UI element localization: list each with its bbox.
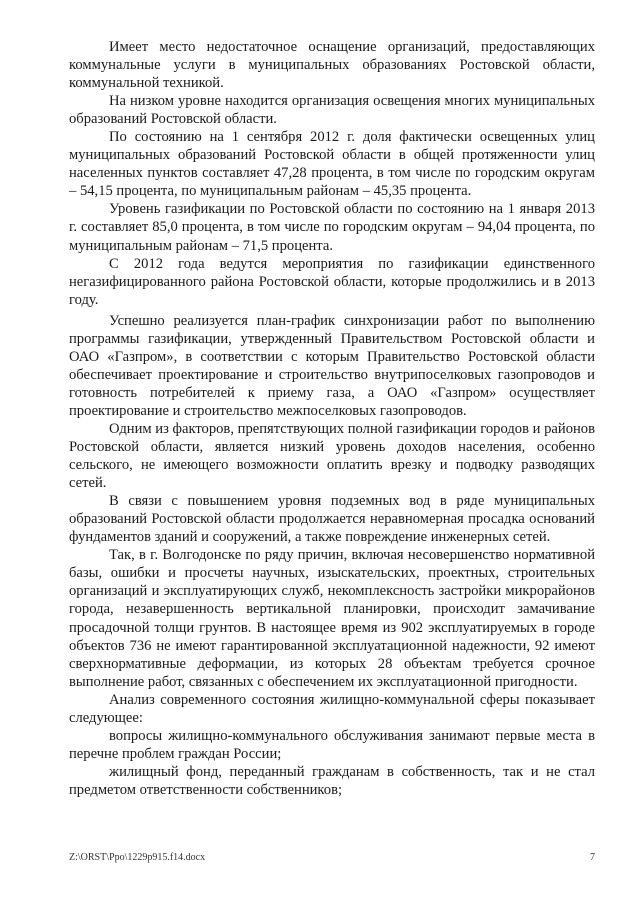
paragraph-lighting-stats: По состоянию на 1 сентября 2012 г. доля фактически освещенных улиц муниципальных образований Ростовской области в общей протяженности улиц населенных пунктов составляет 47,28 процента, в том числе по городским округам – 54,15 процента, по муниципальным районам – 45,35 процента. <box>69 129 595 200</box>
paragraph-housing-fund: жилищный фонд, переданный гражданам в собственность, так и не стал предметом ответственности собственников; <box>69 763 595 798</box>
paragraph-gasification-factors: Одним из факторов, препятствующих полной газификации городов и районов Ростовской области, является низкий уровень доходов населения, особенно сельского, не имеющего возможности оплатить врезку и подводку разводящих сетей. <box>69 420 595 492</box>
paragraph-equipment: Имеет место недостаточное оснащение организаций, предоставляющих коммунальные услуги в муниципальных образованиях Ростовской области, коммунальной техникой. <box>69 39 595 92</box>
footer-file-path: Z:\ORST\Ppo\1229p915.f14.docx <box>69 852 206 863</box>
paragraph-gasification-2012: С 2012 года ведутся мероприятия по газификации единственного негазифицированного района Ростовской области, которые продолжились и в 2013 году. <box>69 255 595 308</box>
paragraph-housing-services: вопросы жилищно-коммунального обслуживания занимают первые места в перечне проблем граждан России; <box>69 727 595 762</box>
paragraph-groundwater: В связи с повышением уровня подземных вод в ряде муниципальных образований Ростовской области продолжается неравномерная просадка оснований фундаментов зданий и сооружений, а также повреждение инженерных сетей. <box>69 493 595 546</box>
footer-page-number: 7 <box>590 852 595 863</box>
paragraph-gasification-schedule: Успешно реализуется план-график синхронизации работ по выполнению программы газификации, утвержденный Правительством Ростовской области и ОАО «Газпром», в соответствии с которым Правительство Ростовской области обеспечивает проектирование и строительство внутрипоселковых газопроводов и готовность потребителей к приему газа, а ОАО «Газпром» осуществляет проектирование и строительство межпоселковых газопроводов. <box>69 312 595 419</box>
document-body <box>69 38 595 799</box>
paragraph-analysis: Анализ современного состояния жилищно-коммунальной сферы показывает следующее: <box>69 691 595 726</box>
paragraph-volgodonsk: Так, в г. Волгодонске по ряду причин, включая несовершенство нормативной базы, ошибки и просчеты научных, изыскательских, проектных, строительных организаций и эксплуатирующих служб, некомплексность застройки микрорайонов города, незавершенность вертикальной планировки, происходит замачивание просадочной толщи грунтов. В настоящее время из 902 эксплуатируемых в городе объектов 736 не имеют гарантированной эксплуатационной надежности, 92 имеют сверхнормативные деформации, из которых 28 объектам требуется срочное выполнение работ, связанных с обеспечением их эксплуатационной пригодности. <box>69 547 595 690</box>
paragraph-lighting: На низком уровне находится организация освещения многих муниципальных образований Ростовской области. <box>69 93 595 128</box>
paragraph-gasification-level: Уровень газификации по Ростовской области по состоянию на 1 января 2013 г. составляет 85,0 процента, в том числе по городским округам – 94,04 процента, по муниципальным районам – 71,5 процента. <box>69 201 595 254</box>
